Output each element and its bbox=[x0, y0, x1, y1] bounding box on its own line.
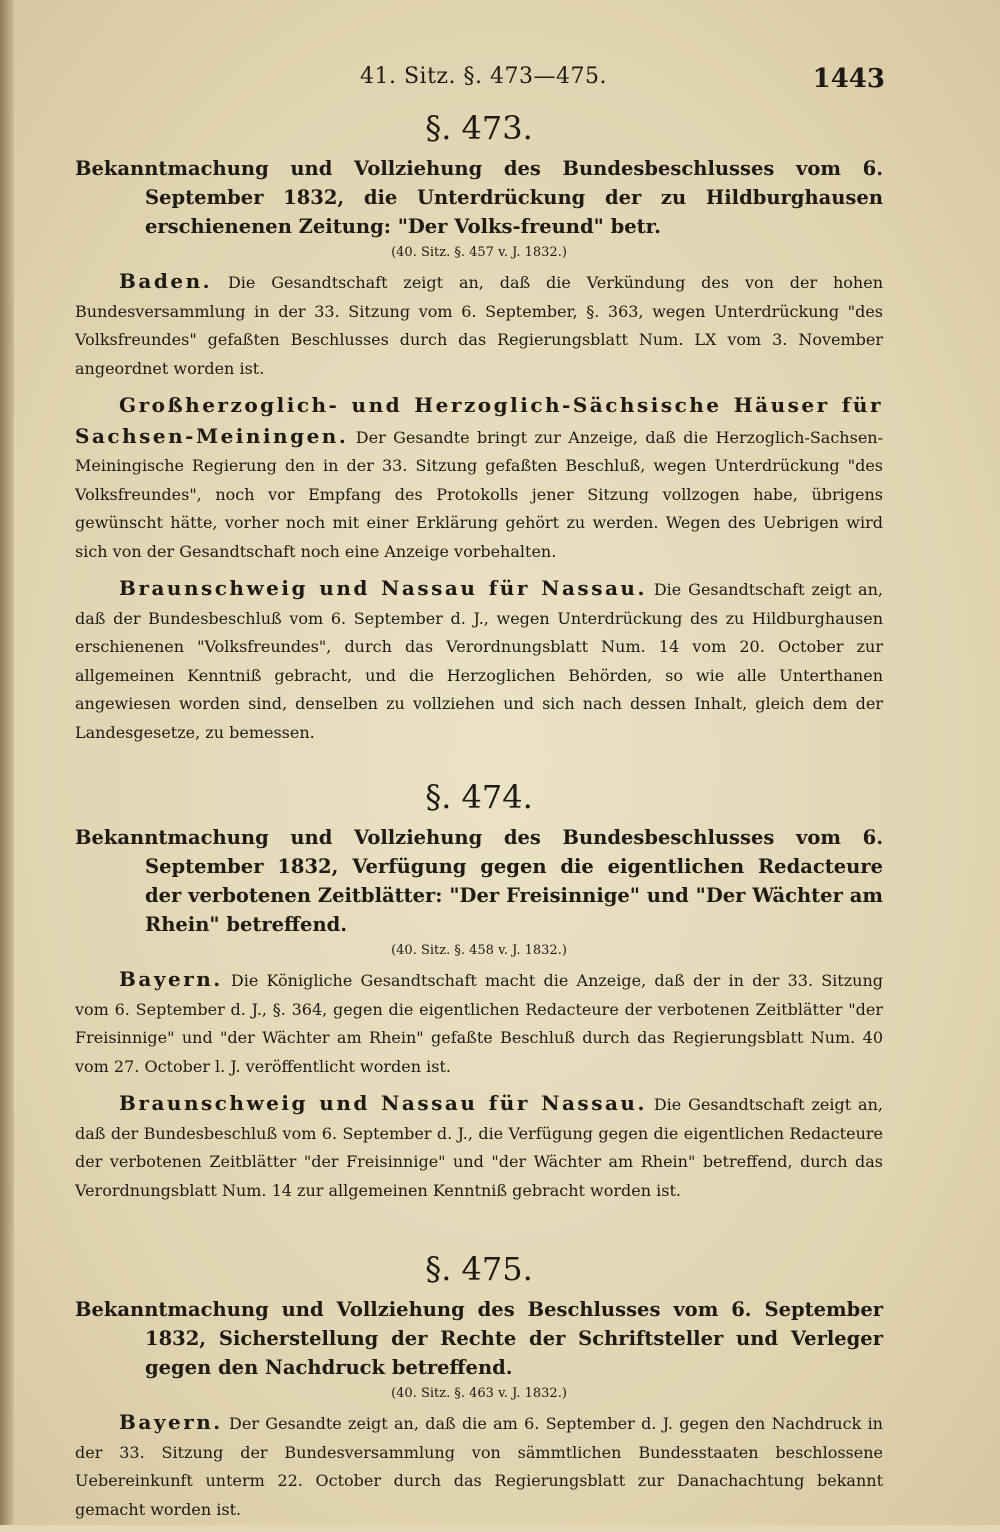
section-title: Bekanntmachung und Vollziehung des Bundesbeschlusses vom 6. September 1832, die Unterdrückung der zu Hildburghausen erschienenen Zeitung: "Der Volks-freund" betr. bbox=[75, 157, 883, 238]
state-name: Bayern. bbox=[119, 1410, 223, 1434]
section-reference: (40. Sitz. §. 458 v. J. 1832.) bbox=[391, 943, 567, 958]
section-475 bbox=[75, 1249, 883, 1524]
section-number: §. 473. bbox=[425, 109, 533, 147]
paragraph bbox=[75, 1089, 883, 1205]
section-spacer bbox=[75, 1213, 883, 1249]
state-name: Braunschweig und Nassau für Nassau. bbox=[119, 1091, 647, 1115]
paragraph bbox=[75, 574, 883, 747]
page-header bbox=[0, 64, 1000, 100]
section-spacer bbox=[75, 755, 883, 777]
state-name: Bayern. bbox=[119, 967, 223, 991]
section-number: §. 475. bbox=[425, 1250, 533, 1288]
paragraph bbox=[75, 965, 883, 1081]
paragraph-text: Der Gesandte bringt zur Anzeige, daß die Herzoglich-Sachsen-Meiningische Regierung den in der 33. Sitzung gefaßten Beschluß, wegen Unterdrückung "des Volksfreundes", noch vor Empfang des Protokolls jener Sitzung vollzogen habe, übrigens gewünscht hätte, vorher noch mit einer Erklärung gehört zu werden. Wegen des Uebrigen wird sich von der Gesandtschaft noch eine Anzeige vorbehalten. bbox=[75, 427, 884, 561]
section-number: §. 474. bbox=[425, 778, 533, 816]
paragraph-text: Die Gesandtschaft zeigt an, daß der Bundesbeschluß vom 6. September d. J., die Verfügung gegen die eigentlichen Redacteure der verbotenen Zeitblätter "der Freisinnige" und "der Wächter am Rhein" betreffend, durch das Verordnungsblatt Num. 14 zur allgemeinen Kenntniß gebracht worden ist. bbox=[75, 1095, 883, 1200]
paragraph-text: Die Gesandtschaft zeigt an, daß der Bundesbeschluß vom 6. September d. J., wegen Unterdrückung des zu Hildburghausen erschienenen "Volksfreundes", durch das Verordnungsblatt Num. 14 vom 20. October zur allgemeinen Kenntniß gebracht, und die Herzoglichen Behörden, so wie alle Unterthanen angewiesen worden sind, denselben zu vollziehen und sich nach dessen Inhalt, gleich dem der Landesgesetze, zu bemessen. bbox=[75, 580, 883, 742]
paragraph-text: Die Königliche Gesandtschaft macht die Anzeige, daß der in der 33. Sitzung vom 6. September d. J., §. 364, gegen die eigentlichen Redacteure der verbotenen Zeitblätter "der Freisinnige" und "der Wächter am Rhein" gefaßte Beschluß durch das Regierungsblatt Num. 40 vom 27. October l. J. veröffentlicht worden ist. bbox=[75, 971, 883, 1076]
paragraph bbox=[75, 267, 883, 383]
page-binding-edge bbox=[0, 0, 14, 1525]
section-reference: (40. Sitz. §. 463 v. J. 1832.) bbox=[391, 1386, 567, 1401]
paragraph-text: Der Gesandte zeigt an, daß die am 6. September d. J. gegen den Nachdruck in der 33. Sitzung der Bundesversammlung von sämmtlichen Bundesstaaten beschlossene Uebereinkunft unterm 22. October durch das Regierungsblatt zur Danachachtung bekannt gemacht worden ist. bbox=[75, 1414, 883, 1519]
page-number: 1443 bbox=[812, 64, 885, 94]
paragraph bbox=[75, 391, 883, 566]
section-title: Bekanntmachung und Vollziehung des Beschlusses vom 6. September 1832, Sicherstellung der Rechte der Schriftsteller und Verleger gegen den Nachdruck betreffend. bbox=[75, 1298, 883, 1379]
state-name: Braunschweig und Nassau für Nassau. bbox=[119, 576, 647, 600]
state-name: Baden. bbox=[119, 269, 213, 293]
section-473 bbox=[75, 108, 883, 747]
paragraph bbox=[75, 1408, 883, 1524]
state-name: Großherzoglich- und Herzoglich-Sächsische Häuser für Sachsen-Meiningen. bbox=[75, 393, 883, 448]
section-title: Bekanntmachung und Vollziehung des Bundesbeschlusses vom 6. September 1832, Verfügung gegen die eigentlichen Redacteure der verbotenen Zeitblätter: "Der Freisinnige" und "Der Wächter am Rhein" betreffend. bbox=[75, 826, 883, 936]
running-head: 41. Sitz. §. 473—475. bbox=[360, 64, 607, 89]
page-content bbox=[75, 108, 883, 1532]
section-474 bbox=[75, 777, 883, 1205]
section-reference: (40. Sitz. §. 457 v. J. 1832.) bbox=[391, 245, 567, 260]
paragraph-text: Die Gesandtschaft zeigt an, daß die Verkündung des von der hohen Bundesversammlung in der 33. Sitzung vom 6. September, §. 363, wegen Unterdrückung "des Volksfreundes" gefaßten Beschlusses durch das Regierungsblatt Num. LX vom 3. November angeordnet worden ist. bbox=[75, 273, 883, 378]
